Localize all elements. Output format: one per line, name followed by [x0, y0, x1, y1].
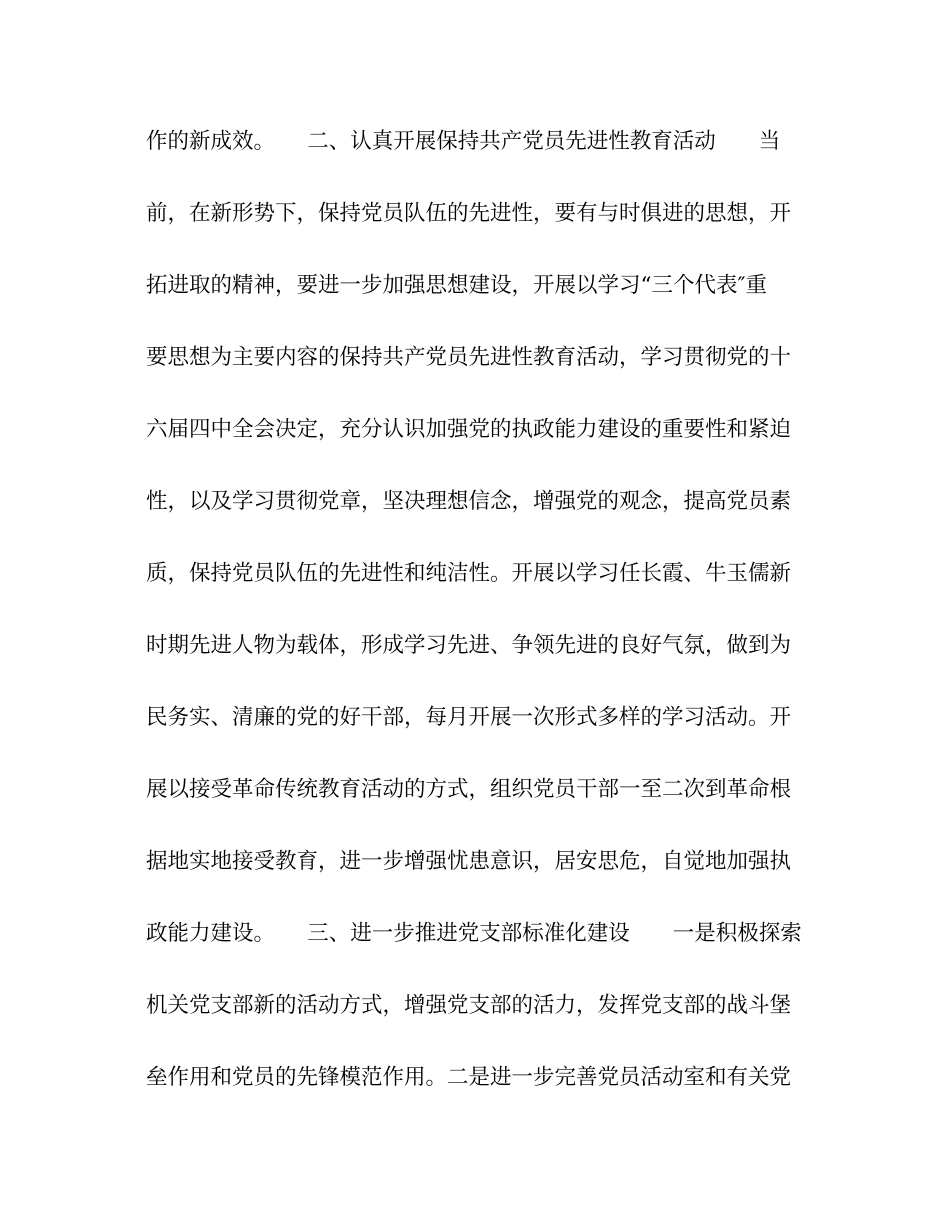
text-line: 政能力建设。 三、进一步推进党支部标准化建设 一是积极探索: [146, 921, 802, 946]
text-line: 作的新成效。 二、认真开展保持共产党员先进性教育活动 当: [146, 129, 781, 154]
body-text: [146, 120, 806, 1128]
text-line: 要思想为主要内容的保持共产党员先进性教育活动，学习贯彻党的十: [146, 345, 792, 370]
text-line: 质，保持党员队伍的先进性和纯洁性。开展以学习任长霞、牛玉儒新: [146, 561, 792, 586]
text-line: 展以接受革命传统教育活动的方式，组织党员干部一至二次到革命根: [146, 777, 792, 802]
text-line: 性，以及学习贯彻党章，坚决理想信念，增强党的观念，提高党员素: [146, 489, 792, 514]
text-line: 时期先进人物为载体，形成学习先进、争领先进的良好气氛，做到为: [146, 633, 792, 658]
text-line: 据地实地接受教育，进一步增强忧患意识，居安思危，自觉地加强执: [146, 849, 792, 874]
text-line: 机关党支部新的活动方式，增强党支部的活力，发挥党支部的战斗堡: [146, 993, 792, 1018]
text-line: 民务实、清廉的党的好干部，每月开展一次形式多样的学习活动。开: [146, 705, 792, 730]
text-line: 六届四中全会决定，充分认识加强党的执政能力建设的重要性和紧迫: [146, 417, 792, 442]
text-line: 前，在新形势下，保持党员队伍的先进性，要有与时俱进的思想，开: [146, 201, 792, 226]
text-line: 拓进取的精神，要进一步加强思想建设，开展以学习“三个代表″重: [146, 273, 768, 298]
text-line: 垒作用和党员的先锋模范作用。二是进一步完善党员活动室和有关党: [146, 1065, 792, 1090]
